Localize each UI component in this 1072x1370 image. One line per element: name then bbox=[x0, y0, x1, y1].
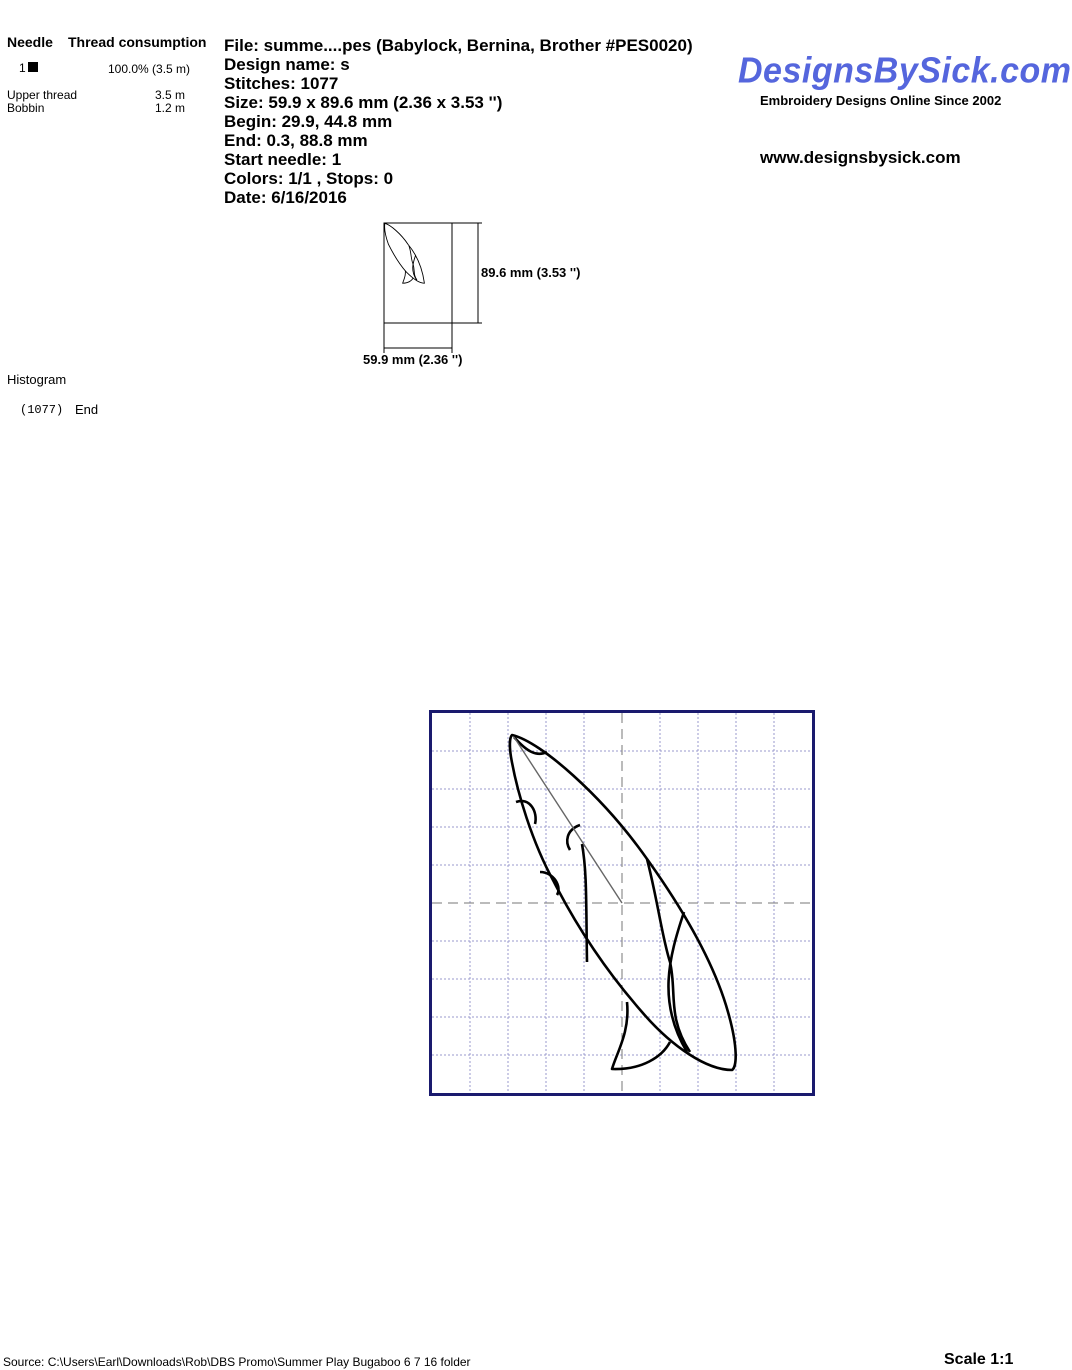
jump-stitch-line bbox=[514, 737, 622, 903]
histogram-count: (1077) bbox=[20, 403, 64, 417]
design-outline bbox=[510, 735, 736, 1070]
design-preview-canvas bbox=[432, 713, 812, 1093]
thumbnail-design bbox=[385, 223, 425, 283]
scale-label: Scale 1:1 bbox=[944, 1351, 1014, 1368]
date-line: Date: 6/16/2016 bbox=[224, 188, 347, 207]
needle-number: 1 bbox=[19, 61, 26, 75]
design-info bbox=[224, 36, 693, 207]
histogram-title: Histogram bbox=[7, 372, 67, 387]
thread-consumption-header: Thread consumption bbox=[68, 34, 207, 50]
design-name-line: Design name: s bbox=[224, 55, 350, 74]
brand-tagline: Embroidery Designs Online Since 2002 bbox=[760, 93, 1002, 108]
width-dimension-label: 59.9 mm (2.36 '') bbox=[363, 352, 463, 367]
height-dimension-label: 89.6 mm (3.53 '') bbox=[481, 265, 581, 280]
colors-stops-line: Colors: 1/1 , Stops: 0 bbox=[224, 169, 394, 188]
thread-color-swatch bbox=[28, 62, 38, 72]
source-path: Source: C:\Users\Earl\Downloads\Rob\DBS Promo\Summer Play Bugaboo 6 7 16 folder bbox=[3, 1355, 471, 1369]
design-preview bbox=[429, 710, 815, 1096]
needle-row bbox=[19, 61, 38, 75]
design-inner-curve-2 bbox=[668, 912, 687, 1052]
stitches-line: Stitches: 1077 bbox=[224, 74, 339, 93]
size-line: Size: 59.9 x 89.6 mm (2.36 x 3.53 '') bbox=[224, 93, 503, 112]
upper-thread-value: 3.5 m bbox=[155, 88, 186, 102]
bobbin-label: Bobbin bbox=[7, 101, 45, 115]
brand-website[interactable]: www.designsbysick.com bbox=[760, 148, 961, 167]
needle-consumption: 100.0% (3.5 m) bbox=[108, 62, 191, 76]
file-line: File: summe....pes (Babylock, Bernina, Brother #PES0020) bbox=[224, 36, 693, 55]
brand-logo: DesignsBySick.com bbox=[738, 51, 1072, 91]
histogram-end-label: End bbox=[75, 402, 99, 417]
thumbnail-bounds bbox=[384, 223, 452, 323]
end-line: End: 0.3, 88.8 mm bbox=[224, 131, 368, 150]
start-needle-line: Start needle: 1 bbox=[224, 150, 342, 169]
begin-line: Begin: 29.9, 44.8 mm bbox=[224, 112, 393, 131]
embroidery-design bbox=[510, 735, 736, 1070]
bobbin-value: 1.2 m bbox=[155, 101, 186, 115]
needle-header: Needle bbox=[7, 34, 53, 50]
upper-thread-label: Upper thread bbox=[7, 88, 78, 102]
design-thumbnail bbox=[360, 215, 610, 375]
